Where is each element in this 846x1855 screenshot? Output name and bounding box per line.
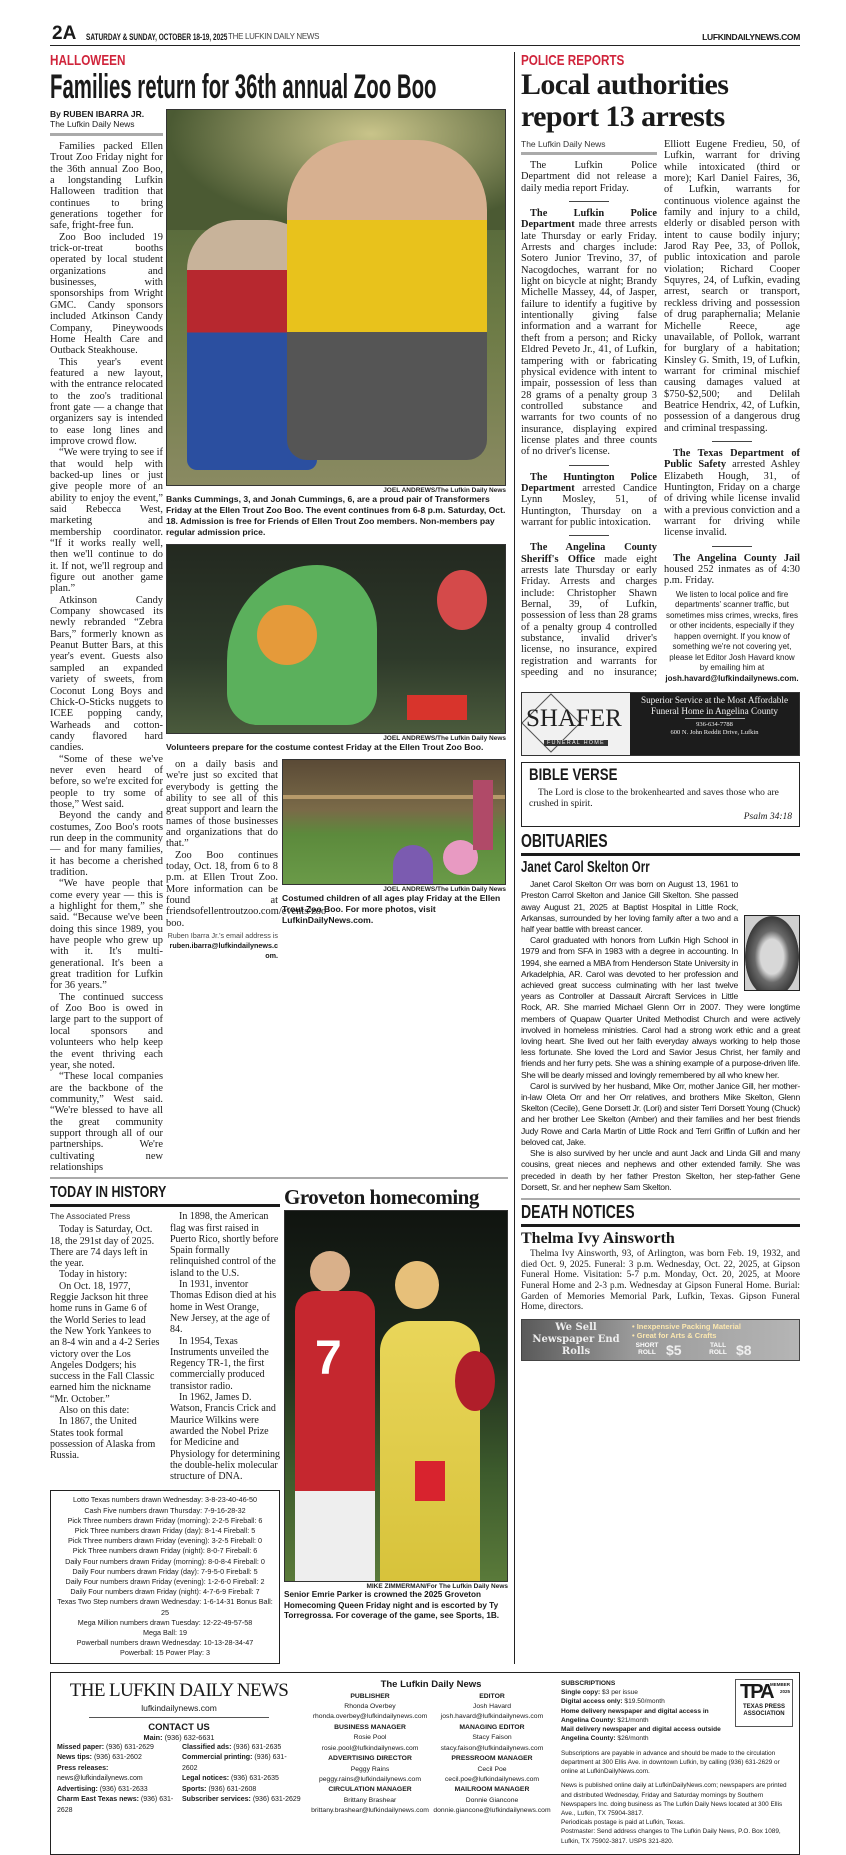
staff-email[interactable]: peggy.rains@lufkindailynews.com — [319, 1775, 421, 1783]
lottery-result: Daily Four numbers drawn Friday (morning): 8-0-8-4 Fireball: 0 — [65, 1556, 265, 1566]
staff-email[interactable]: rosie.pool@lufkindailynews.com — [321, 1744, 419, 1752]
lottery-result: Daily Four numbers drawn Friday (evening): 1-2-6-0 Fireball: 2 — [65, 1577, 265, 1587]
police-article — [521, 139, 800, 684]
obituary-paragraph: Janet Carol Skelton Orr was born on August 13, 1961 to Preston Carrol Skelton and Janice Gill Skelton. She passed away August 21, 2025 at Baptist Hospital in Little Rock, Arkansas, surrounded by her loving family after a two and a half year battle with breast cancer. — [521, 879, 738, 935]
obituary-name-wrap — [521, 859, 800, 879]
staff-title: PUBLISHER — [350, 1692, 390, 1700]
article-paragraph: Atkinson Candy Company showcased its newly rebranded “Zebra Bars,” formerly known as Peanut Butter Bars, at this year's event. Guests also sampled an expanded variety of sweets, from Coconut Long Boys and Chick-O-Sticks nuggets to ICEE popping candy, Warheads and cotton-candy flavored hard candies. — [50, 594, 163, 754]
history-paragraph: Also on this date: — [59, 1405, 130, 1417]
contact-item — [57, 1785, 176, 1796]
tpa-letters: TPA — [740, 1680, 773, 1703]
right-section — [521, 52, 800, 1664]
police-paragraph — [521, 208, 657, 458]
main-phone: (936) 632-6631 — [164, 1732, 215, 1742]
death-notice-name: Thelma Ivy Ainsworth — [521, 1229, 675, 1247]
author-email-note — [166, 931, 278, 961]
police-text: made three arrests late Thursday or early Friday. Arrests and charges include: Sotero Junior Trevino, 37, of Nacogdoches, warrant for no light on bicycle at night; Brandy Michelle Massey, 44, of Jasper, failure to identify a fugitive by intentionally giving false information and a warrant for theft from a person; and Ricky Eldred Peveto Jr., 41, of Lufkin, tampering with or fabricating physical evidence with intent to impair, possession of less than 28 grams of a penalty group 3 controlled substance and warrants for two counts of no insurance, displaying expired license plates and three counts of no driver's license. — [521, 219, 657, 458]
subs-label: Digital access only: — [561, 1698, 623, 1706]
end-rolls-ad[interactable] — [521, 1319, 800, 1361]
contact-item — [182, 1774, 301, 1785]
column-divider — [514, 52, 515, 1664]
police-agency: The Angelina County Sheriff's Office — [521, 542, 657, 565]
history-rule — [50, 1204, 280, 1207]
contact-item — [57, 1795, 176, 1816]
contacts-left — [57, 1743, 176, 1817]
masthead-website[interactable]: lufkindailynews.com — [141, 1702, 217, 1713]
photo3-credit: JOEL ANDREWS/The Lufkin Daily News — [383, 886, 506, 893]
separator-rule — [569, 465, 609, 466]
subs-value: $3 per issue — [600, 1688, 638, 1696]
lottery-box — [50, 1490, 280, 1663]
left-section — [50, 52, 508, 1664]
history-paragraph: Today in history: — [59, 1269, 128, 1281]
staff-name: Peggy Rains — [350, 1765, 390, 1773]
contact-value: (936) 631-2602 — [93, 1754, 142, 1762]
subs-value: $21/month — [615, 1716, 649, 1724]
subs-heading: SUBSCRIPTIONS — [561, 1679, 616, 1687]
byline-rule — [50, 133, 163, 136]
obituary-paragraph: She is also survived by her uncle and aunt Jack and Linda Gill and many cousins, great nieces and nephews and other extended family. She was preceded in death by her father Preston Skelton, her step-father Gene Dorsett, Sr. and her nephew Sam Skelton. — [521, 1148, 800, 1192]
staff-title: MAILROOM MANAGER — [454, 1786, 530, 1794]
staff-email[interactable]: stacy.faison@lufkindailynews.com — [440, 1744, 544, 1752]
staff-title: BUSINESS MANAGER — [334, 1723, 406, 1731]
article-paragraph: Families packed Ellen Trout Zoo Friday night for the 36th annual Zoo Boo, a longstanding Lufkin Halloween tradition that continues to bring generations together for safe, fright-free fun. — [50, 141, 163, 232]
obituary-name: Janet Carol Skelton Orr — [521, 859, 650, 877]
header-paper: THE LUFKIN DAILY NEWS — [228, 32, 320, 41]
masthead-logo: THE LUFKIN DAILY NEWS — [69, 1679, 289, 1701]
staff-title: MANAGING EDITOR — [459, 1723, 525, 1731]
short-roll-price: $5 — [666, 1342, 682, 1359]
staff-right — [433, 1692, 551, 1817]
tpa-member: MEMBER — [770, 1681, 790, 1687]
contact-item — [182, 1795, 301, 1806]
obituary-body — [521, 879, 800, 1193]
masthead-staff — [307, 1679, 555, 1846]
police-source-rule — [521, 152, 657, 155]
lottery-result: Powerball: 15 Power Play: 3 — [120, 1648, 210, 1658]
article-paragraph: The continued success of Zoo Boo is owed in large part to the support of local sponsors and volunteers who help keep the event thriving each year, she noted. — [50, 991, 163, 1071]
police-paragraph — [664, 553, 800, 587]
history-paragraph: Today is Saturday, Oct. 18, the 291st day of 2025. There are 74 days left in the year. — [50, 1224, 155, 1270]
lottery-result: Lotto Texas numbers drawn Wednesday: 3-8-23-40-46-50 — [73, 1495, 257, 1505]
staff-title: PRESSROOM MANAGER — [451, 1755, 533, 1763]
staff-email[interactable]: donnie.giancone@lufkindailynews.com — [433, 1807, 551, 1815]
subs-label: Home delivery newspaper and digital access in Angelina County: — [561, 1707, 709, 1724]
staff-name: Josh Havard — [472, 1703, 512, 1711]
photo2-caption: Volunteers prepare for the costume contest Friday at the Ellen Trout Zoo Boo. — [166, 742, 484, 752]
tpa-logo — [735, 1679, 793, 1727]
contact-label: Press releases: — [57, 1764, 109, 1772]
police-headline: Local authorities report 13 arrests — [521, 68, 729, 133]
obituary-photo — [744, 915, 800, 991]
article-paragraph: on a daily basis and we're just so excited that everybody is getting the ability to see all of this great support and learn the names of those businesses and organizations that do that.” — [166, 759, 278, 850]
groveton-caption: Senior Emrie Parker is crowned the 2025 Groveton Homecoming Queen Friday night and is escorted by Ty Torregrossa. For coverage of the game, see Sports, 1B. — [284, 1590, 500, 1621]
photo-groveton-homecoming — [284, 1210, 508, 1582]
police-paragraph — [664, 448, 800, 539]
police-agency: The Lufkin Police Department — [521, 208, 657, 231]
lottery-result: Texas Two Step numbers drawn Wednesday: 1-6-14-31 Bonus Ball: 25 — [57, 1597, 273, 1617]
contact-label: Missed paper: — [57, 1743, 105, 1751]
contact-value: (936) 631-2602 — [182, 1754, 287, 1772]
zoo-lower-row — [166, 759, 506, 961]
end-rolls-bullet2: • Great for Arts & Crafts — [632, 1331, 717, 1341]
subs-value: $26/month — [615, 1735, 649, 1743]
obituary-paragraph: Carol graduated with honors from Lufkin High School in 1979 and from SFA in 1983 with a degree in accounting. In 1994, she earned a MBA from Henderson State University in Arkadelphia, AR. Carol was devoted to her profession and achieved great success culminating with her last twelve years as Controller at Dassault Aircraft Services in Little Rock, AR. She married Michael Glenn Orr in 2007. They were longtime members of Quapaw Quarter United Methodist Church and were actively involved in homeless ministries. Carol had a strong work ethic and a great loving heart. She lived out her faith everyday always working to help those less fortunate. She loved the Lord and Savior Jesus Christ, her family and friends and her furry pets. She was a shining example of a purpose-driven life. She will be dearly missed and lovingly remembered by all who knew her. — [521, 935, 800, 1080]
police-note — [664, 590, 800, 685]
history-paragraph: In 1931, inventor Thomas Edison died at his home in West Orange, New Jersey, at the age of 84. — [170, 1279, 277, 1336]
shafer-address: 600 N. John Reddit Drive, Lufkin — [670, 729, 759, 737]
police-paragraph — [521, 472, 657, 529]
contact-item — [57, 1743, 176, 1754]
lottery-result: Daily Four numbers drawn Friday (day): 7-9-5-0 Fireball: 5 — [72, 1566, 258, 1576]
end-rolls-bullet1: • Inexpensive Packing Material — [632, 1322, 741, 1332]
photo3-caption: Costumed children of all ages play Friday at the Ellen Trout Zoo Boo. For more photos, visit LufkinDailyNews.com. — [282, 893, 501, 925]
shafer-logo-text: SHAFER — [526, 705, 622, 733]
history-paragraph: In 1962, James D. Watson, Francis Crick and Maurice Wilkins were awarded the Nobel Prize for Medicine and Physiology for determining the double-helix molecular structure of DNA. — [170, 1392, 280, 1483]
page-header — [50, 23, 800, 46]
contact-value: (936) 631-2629 — [106, 1743, 154, 1751]
tpa-name: TEXAS PRESS ASSOCIATION — [742, 1703, 785, 1717]
article-paragraph: “We have people that come every year — this is a highlight for them,” she said. “Because we've been doing this since 1989, you have people who grew up with it. It's multi-generational. It's been a great tradition for Lufkin for 36 years.” — [50, 878, 163, 992]
lottery-result: Pick Three numbers drawn Friday (morning): 2-2-5 Fireball: 6 — [67, 1515, 263, 1525]
lottery-result: Daily Four numbers drawn Friday (night): 4-7-6-9 Fireball: 7 — [70, 1587, 260, 1597]
contact-label: Legal notices: — [182, 1775, 230, 1783]
contact-value: (936) 631-2635 — [233, 1743, 282, 1751]
photo2-credit: JOEL ANDREWS/The Lufkin Daily News — [383, 735, 506, 742]
newspaper-page — [50, 0, 800, 1855]
photo1-credit: JOEL ANDREWS/The Lufkin Daily News — [383, 487, 506, 494]
obit-divider — [521, 1198, 800, 1200]
contact-value: (936) 631-2608 — [208, 1785, 257, 1793]
byline: By RUBEN IBARRA JR. — [50, 109, 145, 119]
contact-label: News tips: — [57, 1754, 93, 1762]
death-notice-text: Thelma Ivy Ainsworth, 93, of Arlington, was born Feb. 19, 1932, and died Oct. 9, 2025. Funeral: 3 p.m. Wednesday, Oct. 22, 2025, at Gipson Funeral Home. Visitation: 5-7 p.m. Monday, Oct. 20, 2025, at Moore Funeral Home and 2-3 p.m. Wednesday at Gipson Funeral Home. Burial: Garden of Memories Memorial Park, Lufkin, Texas. Gipson Funeral Home, directors. — [521, 1248, 800, 1313]
staff-name: Stacy Faison — [472, 1734, 512, 1742]
history-paragraph: In 1898, the American flag was first raised in Puerto Rico, shortly before Spain formally relinquished control of the island to the U.S. — [170, 1211, 279, 1279]
article-paragraph: Zoo Boo included 19 trick-or-treat booths operated by local student organizations and businesses, with sponsorships from Wright GMC. Candy sponsors included Atkinson Candy Company, Pineywoods Home Health Care and Outback Steakhouse. — [50, 231, 163, 357]
police-source: The Lufkin Daily News — [521, 139, 606, 149]
police-text: made eight arrests late Thursday or early Friday. Arrests and charges include: Christopher Shawn Bernal, 39, of Lufkin, possession of less than 28 grams of a penalty group 4 controlled substance, invalid driver's license, no insurance, expired registration and warrants for speeding and no insurance; Elliott Eugene Fredieu, 50, of Lufkin, warrant for driving while intoxicated (third or more); Karl Daniel Faires, 36, of Lufkin, warrants for continuous violence against the family and injury to a child, elderly or disabled person with intent to cause bodily injury; Jarod Ray Pee, 33, of Pollok, public intoxication and parole violation; Richard Cooper Squyres, 24, of Lufkin, evading arrest, search or transport, reckless driving and possession of drug paraphernalia; Melanie Michelle Reece, age unavailable, of Pollok, warrant for burglary of a habitation; Kinsley G. Smith, 19, of Lufkin, warrant for criminal mischief causing damages valued at $750-$2,500; and Delilah Beatrice Hendrix, 42, of Lufkin, possession of a dangerous drug and criminal trespassing. — [521, 139, 800, 679]
zoo-article-col2 — [166, 759, 330, 929]
zoo-article-col1 — [50, 141, 163, 1173]
bible-reference: Psalm 34:18 — [743, 812, 792, 823]
obituaries-rule — [521, 853, 800, 856]
subs-label: Mail delivery newspaper and digital access outside Angelina County: — [561, 1726, 721, 1743]
email-note: Ruben Ibarra Jr.'s email address is — [167, 931, 278, 941]
page-number: 2A — [52, 23, 77, 44]
staff-grid — [311, 1692, 551, 1817]
history-heading: TODAY IN HISTORY — [50, 1184, 167, 1202]
lottery-result: Powerball numbers drawn Wednesday: 10-13-28-34-47 — [76, 1638, 254, 1648]
article-paragraph: Zoo Boo continues today, Oct. 18, from 6 to 8 p.m. at Ellen Trout Zoo. More information can be found at friendsofellentroutzoo.com/events/zoo-boo. — [166, 849, 330, 929]
masthead-box — [50, 1672, 800, 1855]
note-email[interactable]: josh.havard@lufkindailynews.com. — [665, 673, 799, 683]
publish-note: News is published online daily at LufkinDailyNews.com; newspapers are printed and distributed Wednesday, Friday and Saturday mornings by Southern Newspapers Inc. doing business as The Lufkin Daily News located at 300 Ellis Ave., Lufkin, TX 75904-3817. — [561, 1782, 787, 1817]
postage-note: Periodicals postage is paid at Lufkin, Texas. — [561, 1819, 685, 1827]
groveton-headline: Groveton homecoming — [284, 1185, 479, 1210]
main-content — [50, 52, 800, 1664]
postmaster-note: Postmaster: Send address changes to The Lufkin Daily News, P.O. Box 1089, Lufkin, TX 75902-3817. USPS 321-820. — [561, 1828, 781, 1845]
contact-item — [57, 1753, 176, 1764]
section-divider — [50, 1177, 508, 1179]
separator-rule — [712, 441, 752, 442]
bible-verse-text: The Lord is close to the brokenhearted and saves those who are crushed in spirit. — [529, 788, 779, 810]
obituary-paragraph: Carol is survived by her husband, Mike Orr, mother Janice Gill, her mother-in-law Oleta Orr and her Orr relatives, and brothers Mike Skelton, Glenn Skelton (Cecile), Gene Dorsett Jr. (Lori) and sister Terri Dorsett Young (Chuck) and her brother Lee Skelton (Amber) and their families and her best friends Judy Rowe and Carla Martin of Little Rock and Terri Griffin of Lufkin and her beloved cat, Jake. — [521, 1080, 800, 1147]
staff-heading: The Lufkin Daily News — [380, 1678, 482, 1690]
police-text: arrested Ashley Elizabeth Hough, 31, of Huntington, Friday on a charge of driving while license invalid with a previous conviction and a warrant for driving while license invalid. — [664, 459, 800, 539]
contact-label: Commercial printing: — [182, 1754, 253, 1762]
staff-left — [311, 1692, 429, 1817]
history-paragraph: In 1867, the United States took formal possession of Alaska from Russia. — [50, 1416, 156, 1462]
groveton-credit: MIKE ZIMMERMAN/For The Lufkin Daily News — [366, 1583, 508, 1591]
end-rolls-title: We Sell Newspaper End Rolls — [532, 1322, 620, 1358]
zoo-kicker: HALLOWEEN — [50, 52, 126, 69]
contact-label: Advertising: — [57, 1785, 98, 1793]
zoo-col2-wrap — [166, 759, 330, 961]
death-notices-rule — [521, 1224, 800, 1227]
shafer-info — [630, 693, 799, 755]
staff-name: Rhonda Overbey — [344, 1703, 396, 1711]
staff-email[interactable]: brittany.brashear@lufkindailynews.com — [311, 1807, 429, 1815]
tpa-year: 2025 — [779, 1688, 790, 1694]
article-paragraph: “These local companies are the backbone of the community,” West said. “We're blessed to have all the great community support through all of our partnerships. We're cultivating new relationships — [50, 1071, 163, 1173]
byline-source: The Lufkin Daily News — [50, 119, 135, 129]
shafer-tagline: Superior Service at the Most Affordable Funeral Home in Angelina County — [640, 695, 789, 716]
police-kicker: POLICE REPORTS — [521, 52, 625, 69]
obituaries-heading: OBITUARIES — [521, 831, 608, 852]
staff-name: Cecil Poe — [477, 1765, 507, 1773]
contact-value: (936) 631-2635 — [231, 1775, 279, 1783]
police-agency: The Huntington Police Department — [521, 471, 657, 494]
staff-title: EDITOR — [479, 1692, 505, 1700]
main-contact — [57, 1733, 301, 1743]
contact-value: (936) 631-2629 — [252, 1796, 301, 1804]
zoo-headline-wrap — [50, 69, 508, 105]
article-paragraph: Beyond the candy and costumes, Zoo Boo's roots run deep in the community — and for many families, it has become a cherished tradition. — [50, 810, 163, 878]
photo3-wrap — [282, 759, 506, 961]
staff-title: CIRCULATION MANAGER — [328, 1786, 412, 1794]
history-paragraph: On Oct. 18, 1977, Reggie Jackson hit three home runs in Game 6 of the World Series to lead the New York Yankees to an 8-4 win and a 4-2 Series victory over the Los Angeles Dodgers; his success in the Fall Classic earned him the nickname “Mr. October.” — [50, 1280, 160, 1405]
contacts — [57, 1743, 301, 1817]
subscription-item — [561, 1725, 793, 1744]
subs-notes — [561, 1749, 793, 1846]
zoo-photos — [166, 109, 506, 1173]
contact-item — [57, 1764, 176, 1785]
contact-label: Sports: — [182, 1785, 207, 1793]
staff-email[interactable]: rhonda.overbey@lufkindailynews.com — [312, 1713, 428, 1721]
staff-email[interactable]: josh.havard@lufkindailynews.com — [440, 1713, 544, 1721]
shafer-logo — [522, 693, 630, 755]
article-paragraph: This year's event featured a new layout, with the entrance relocated to the zoo's traditional front gate — a change that organizers say is intended to ease long lines and improve crowd flow. — [50, 356, 163, 447]
police-text: arrested Candice Lynn Mosley, 51, of Huntington, Thursday on a warrant for public intoxication. — [521, 482, 657, 528]
staff-name: Brittany Brashear — [343, 1796, 397, 1804]
contact-value: news@lufkindailynews.com — [57, 1775, 143, 1783]
lower-left — [50, 1184, 508, 1663]
lottery-result: Pick Three numbers drawn Friday (night): 8-0-7 Fireball: 6 — [72, 1546, 258, 1556]
author-email[interactable]: ruben.ibarra@lufkindailynews.com. — [169, 941, 278, 961]
history-source: The Associated Press — [50, 1211, 131, 1222]
staff-name: Rosie Pool — [353, 1734, 387, 1742]
subs-note: Subscriptions are payable in advance and should be made to the circulation department at 300 Ellis Ave. in downtown Lufkin, by calling (936) 631-2629 or online at LufkinDailyNews.com. — [561, 1749, 780, 1776]
bible-verse-box — [521, 762, 800, 827]
note-text: We listen to local police and fire departments' scanner traffic, but sometimes miss crimes, wrecks, fires or other incidents, especially if they happen overnight. If you know of something we're not covering yet, please let Editor Josh Havard know by emailing him at — [665, 589, 798, 673]
bible-heading: BIBLE VERSE — [529, 765, 618, 785]
zoo-story — [50, 109, 508, 1173]
separator-rule — [712, 546, 752, 547]
police-paragraph — [521, 160, 657, 194]
staff-email[interactable]: cecil.poe@lufkindailynews.com — [444, 1775, 540, 1783]
death-notices-heading: DEATH NOTICES — [521, 1201, 635, 1222]
history-body — [50, 1211, 280, 1482]
photo-costumed-children — [282, 759, 506, 885]
main-label: Main: — [143, 1732, 163, 1742]
article-paragraph: “Some of these we've never even heard of before, so we're excited for people to try some of those,” West said. — [50, 753, 163, 810]
shafer-logo-sub: FUNERAL HOME — [544, 740, 608, 746]
subs-value: $19.50/month — [622, 1698, 665, 1706]
contact-label: Charm East Texas news: — [57, 1796, 139, 1804]
shafer-phone: 936-634-7788 — [696, 721, 733, 729]
history-section — [50, 1184, 280, 1663]
lottery-result: Pick Three numbers drawn Friday (day): 8-1-4 Fireball: 5 — [74, 1526, 256, 1536]
police-text: housed 252 inmates as of 4:30 p.m. Friday. — [664, 564, 800, 587]
header-site[interactable]: LUFKINDAILYNEWS.COM — [702, 32, 800, 42]
photo1-caption: Banks Cummings, 3, and Jonah Cummings, 6, are a proud pair of Transformers Friday at the Ellen Trout Zoo Boo. The event continues from 6-8 p.m. Saturday, Oct. 18. Admission is free for Friends of Ellen Trout Zoo members. Non-members pay regular admission price. — [166, 494, 506, 537]
contact-item — [182, 1785, 301, 1796]
contact-value: (936) 631-2633 — [99, 1785, 148, 1793]
contact-value: (936) 631-2628 — [57, 1796, 174, 1814]
lottery-result: Mega Ball: 19 — [143, 1628, 187, 1638]
tall-roll-price: $8 — [736, 1342, 752, 1359]
lottery-result: Pick Three numbers drawn Friday (evening): 3-2-5 Fireball: 0 — [67, 1536, 262, 1546]
police-agency: The Angelina County Jail — [673, 552, 800, 564]
contact-label: Classified ads: — [182, 1743, 232, 1751]
header-date: SATURDAY & SUNDAY, OCTOBER 18-19, 2025 — [86, 32, 228, 42]
zoo-headline: Families return for 36th annual Zoo Boo — [50, 68, 437, 106]
short-roll-label: SHORT ROLL — [635, 1342, 659, 1357]
contacts-right — [182, 1743, 301, 1817]
photo-transformers-kids — [166, 109, 506, 486]
contact-label: Subscriber services: — [182, 1796, 251, 1804]
lottery-result: Cash Five numbers drawn Thursday: 7-9-16-28-32 — [84, 1505, 246, 1515]
article-paragraph: “We were trying to see if that would help with backed-up lines or just give people more of an ability to enjoy the event,” said Rebecca West, marketing and membership coordinator. “If it works really well, then we'll continue to do it. If not, we'll regroup and figure out another game plan.” — [50, 447, 163, 595]
masthead-left — [57, 1679, 307, 1846]
lottery-result: Mega Million numbers drawn Tuesday: 12-22-49-57-58 — [77, 1617, 253, 1627]
staff-title: ADVERTISING DIRECTOR — [328, 1755, 412, 1763]
separator-rule — [569, 535, 609, 536]
groveton-section — [284, 1184, 508, 1663]
shafer-funeral-ad[interactable] — [521, 692, 800, 756]
photo-dragon-inflatable — [166, 544, 506, 734]
masthead-subscriptions — [555, 1679, 793, 1846]
police-agency: The Texas Department of Public Safety — [664, 447, 800, 471]
tall-roll-label: TALL ROLL — [709, 1342, 727, 1357]
contact-item — [182, 1753, 301, 1774]
contact-item — [182, 1743, 301, 1754]
history-paragraph: In 1954, Texas Instruments unveiled the Regency TR-1, the first commercially produced transistor radio. — [170, 1335, 269, 1392]
police-text: The Lufkin Police Department did not release a daily media report Friday. — [521, 160, 657, 194]
zoo-col1 — [50, 109, 163, 1173]
separator-rule — [569, 201, 609, 202]
staff-name: Donnie Giancone — [465, 1796, 519, 1804]
contact-heading: CONTACT US — [148, 1721, 210, 1733]
jersey-number: 7 — [315, 1332, 342, 1386]
subs-label: Single copy: — [561, 1688, 601, 1696]
